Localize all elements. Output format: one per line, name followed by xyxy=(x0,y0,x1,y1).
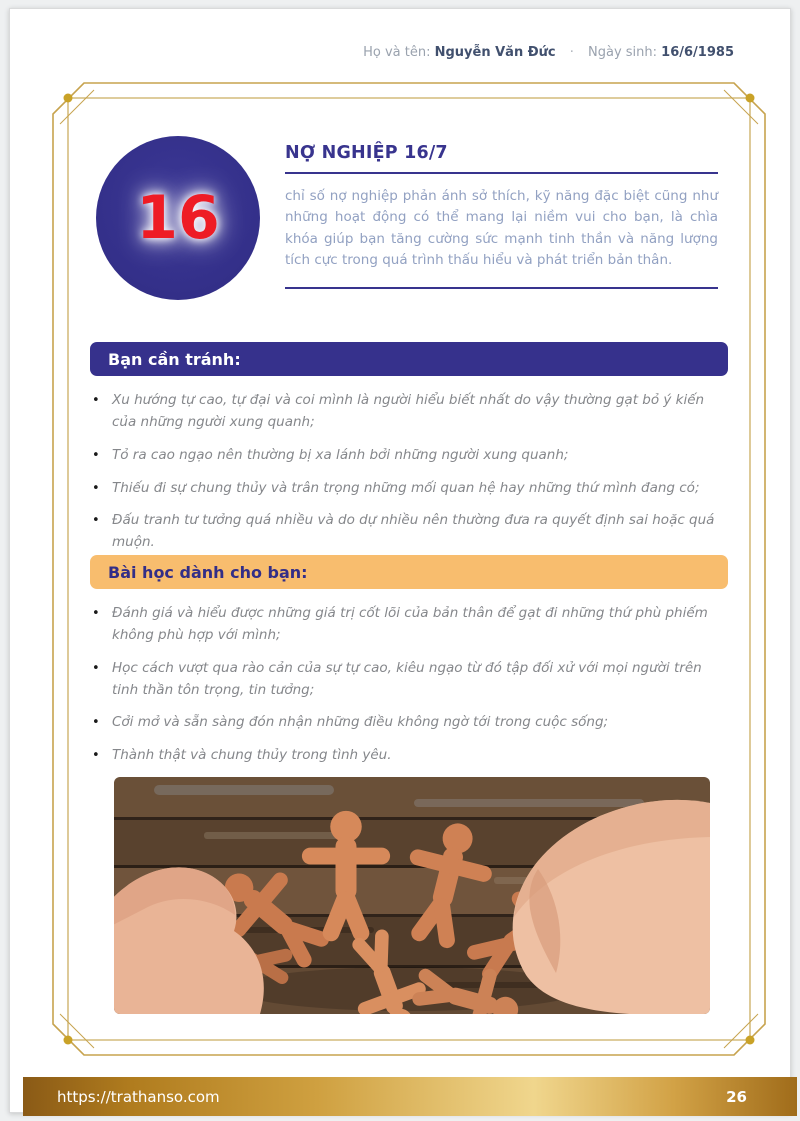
report-page xyxy=(9,8,791,1113)
protection-hands-photo xyxy=(114,777,710,1014)
bullet-dot-icon: • xyxy=(92,513,100,529)
avoid-list xyxy=(80,390,730,565)
list-item xyxy=(80,712,730,734)
page-number: 26 xyxy=(726,1087,747,1106)
dob-value: 16/6/1985 xyxy=(661,45,734,60)
name-value: Nguyễn Văn Đức xyxy=(434,45,556,60)
list-item-text: Học cách vượt qua rào cản của sự tự cao, kiêu ngạo từ đó tập đối xử với mọi người trên tinh thần tôn trọng, tin tưởng; xyxy=(112,659,702,698)
bullet-dot-icon: • xyxy=(92,606,100,621)
list-item-text: Xu hướng tự cao, tự đại và coi mình là người hiểu biết nhất do vậy thường gạt bỏ ý kiến của những người xung quanh; xyxy=(112,392,705,430)
list-item xyxy=(80,603,730,647)
list-item xyxy=(80,478,730,500)
dob-label: Ngày sinh: xyxy=(588,45,658,60)
list-item-text: Đấu tranh tư tưởng quá nhiều và do dự nhiều nên thường đưa ra quyết định sai hoặc quá muộn. xyxy=(112,512,715,551)
list-item xyxy=(80,658,730,702)
list-item-text: Thiếu đi sự chung thủy và trân trọng những mối quan hệ hay những thứ mình đang có; xyxy=(112,479,700,496)
bullet-dot-icon: • xyxy=(92,715,100,731)
karmic-number-badge xyxy=(96,136,260,300)
list-item-text: Đánh giá và hiểu được những giá trị cốt lõi của bản thân để gạt đi những thứ phù phiếm không phù hợp với mình; xyxy=(112,605,708,643)
lessons-heading-banner xyxy=(90,555,728,589)
title-divider xyxy=(285,172,718,174)
section-title: NỢ NGHIỆP 16/7 xyxy=(285,143,448,163)
lessons-list xyxy=(80,603,730,778)
frame-corner-dot-icon xyxy=(64,1036,73,1045)
list-item xyxy=(80,745,730,767)
frame-corner-dot-icon xyxy=(746,1036,755,1045)
bullet-dot-icon: • xyxy=(92,660,100,676)
name-label: Họ và tên: xyxy=(363,45,431,60)
bullet-dot-icon: • xyxy=(92,480,100,496)
avoid-heading: Bạn cần tránh: xyxy=(108,349,241,369)
avoid-heading-banner xyxy=(90,342,728,376)
frame-corner-dot-icon xyxy=(746,94,755,103)
section-intro xyxy=(285,143,718,289)
header-separator: · xyxy=(569,45,574,60)
list-item-text: Thành thật và chung thủy trong tình yêu. xyxy=(112,747,392,764)
section-bottom-divider xyxy=(285,287,718,289)
section-description: chỉ số nợ nghiệp phản ánh sở thích, kỹ năng đặc biệt cũng như những hoạt động có thể mang lại niềm vui cho bạn, là chìa khóa giúp bạn tăng cường sức mạnh tinh thần và năng lượng tích cực trong quá trình thấu hiểu và phát triển bản thân. xyxy=(285,188,718,268)
bullet-dot-icon: • xyxy=(92,447,100,463)
footer-bar xyxy=(23,1077,797,1116)
frame-corner-dot-icon xyxy=(64,94,73,103)
list-item-text: Tỏ ra cao ngạo nên thường bị xa lánh bởi những người xung quanh; xyxy=(112,446,569,463)
list-item xyxy=(80,445,730,467)
bullet-dot-icon: • xyxy=(92,393,100,408)
lessons-heading: Bài học dành cho bạn: xyxy=(108,562,308,582)
karmic-number-value: 16 xyxy=(136,183,220,253)
footer-url-link[interactable]: https://trathanso.com xyxy=(57,1087,220,1106)
list-item xyxy=(80,510,730,554)
list-item xyxy=(80,390,730,434)
list-item-text: Cởi mở và sẵn sàng đón nhận những điều không ngờ tới trong cuộc sống; xyxy=(112,714,609,731)
page-header xyxy=(363,45,734,60)
bullet-dot-icon: • xyxy=(92,748,100,764)
